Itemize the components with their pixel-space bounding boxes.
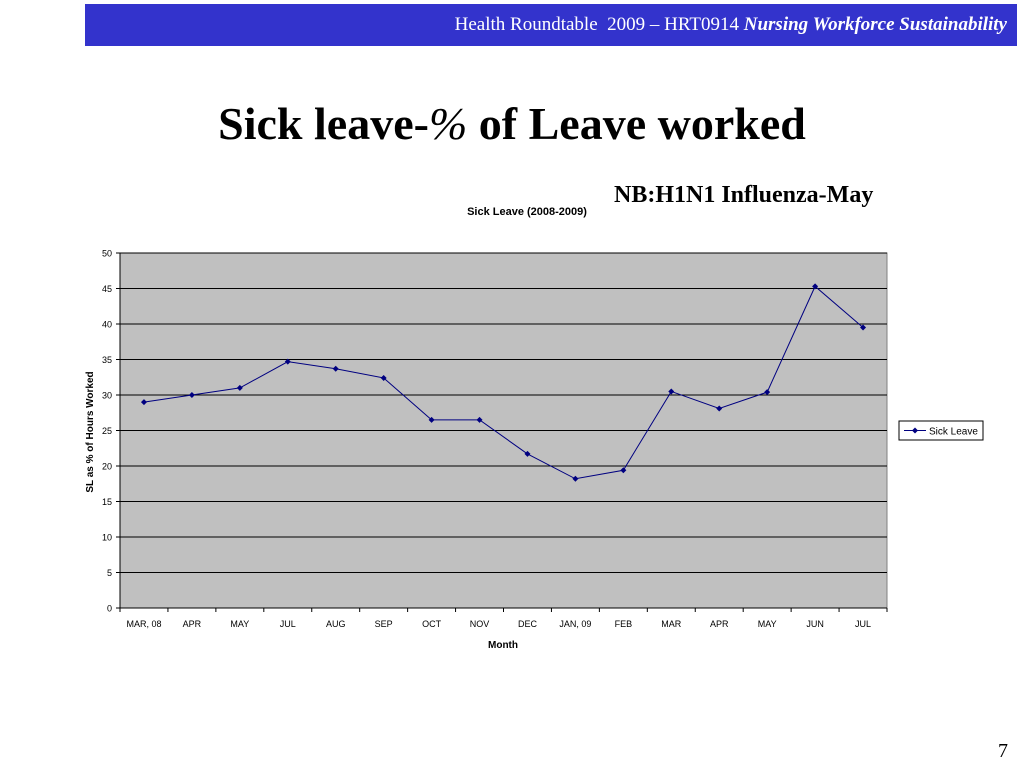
x-tick-label-8: DEC — [517, 619, 537, 629]
legend — [899, 421, 983, 440]
y-tick-label-2: 10 — [101, 532, 112, 543]
slide-title-part1: Sick leave- — [218, 98, 429, 149]
y-tick-label-8: 40 — [101, 319, 112, 330]
x-tick-label-13: MAY — [757, 619, 777, 629]
x-tick-label-10: FEB — [614, 619, 633, 629]
x-axis-ticks — [120, 608, 887, 629]
chart-title: Sick Leave (2008-2009) — [467, 206, 587, 218]
y-tick-label-1: 5 — [106, 568, 112, 578]
x-axis-label: Month — [488, 640, 518, 651]
y-tick-label-5: 25 — [101, 426, 112, 436]
slide-title-percent: % — [428, 98, 468, 149]
x-tick-label-9: JAN, 09 — [559, 619, 592, 629]
x-tick-label-12: APR — [709, 619, 729, 629]
x-tick-label-6: OCT — [422, 619, 442, 629]
x-tick-label-0: MAR, 08 — [126, 619, 162, 629]
y-axis-label: SL as % of Hours Worked — [85, 371, 96, 493]
legend-label: Sick Leave — [929, 426, 978, 438]
y-tick-label-3: 15 — [101, 497, 112, 507]
x-tick-label-7: NOV — [469, 619, 490, 629]
header-text: Health Roundtable 2009 – HRT0914 — [454, 14, 744, 35]
influenza-note: NB:H1N1 Influenza-May — [614, 182, 874, 208]
x-tick-label-2: MAY — [230, 619, 250, 629]
x-tick-label-14: JUN — [806, 619, 824, 629]
y-tick-label-7: 35 — [101, 355, 112, 365]
x-tick-label-4: AUG — [325, 619, 346, 629]
y-tick-label-0: 0 — [106, 603, 112, 614]
x-tick-label-11: MAR — [661, 619, 682, 629]
x-tick-label-5: SEP — [374, 619, 393, 629]
y-tick-label-9: 45 — [101, 284, 112, 294]
header-subtitle: Nursing Workforce Sustainability — [743, 14, 1007, 35]
y-tick-label-6: 30 — [101, 390, 112, 401]
x-tick-label-3: JUL — [279, 619, 296, 629]
y-axis-ticks — [102, 249, 120, 614]
x-tick-label-15: JUL — [855, 619, 872, 629]
page-number: 7 — [998, 740, 1008, 762]
y-tick-label-4: 20 — [101, 461, 112, 472]
slide-title-part2: of Leave worked — [467, 98, 806, 149]
x-tick-label-1: APR — [182, 619, 202, 629]
y-tick-label-10: 50 — [101, 248, 112, 259]
